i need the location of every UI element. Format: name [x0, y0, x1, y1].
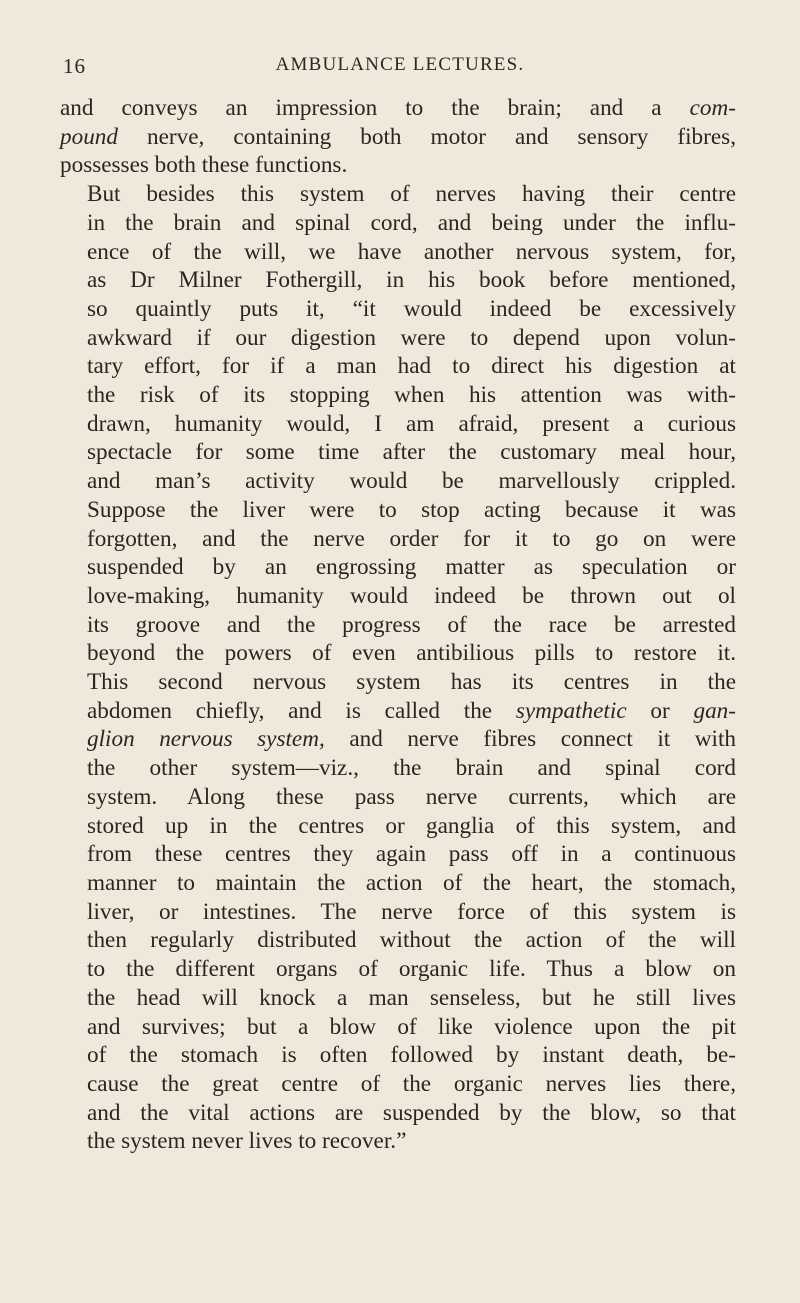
text-line: Suppose the liver were to stop acting because it was — [87, 496, 736, 523]
text-line: the head will knock a man senseless, but he still lives — [87, 984, 736, 1011]
text-line: ence of the will, we have another nervous system, for, — [87, 238, 736, 265]
text-line: But besides this system of nerves having their centre — [87, 181, 736, 208]
text-line: to the different organs of organic life. Thus a blow on — [87, 956, 736, 983]
text-line: in the brain and spinal cord, and being under the influ- — [87, 209, 736, 236]
text-line: from these centres they again pass off in a continuous — [87, 841, 736, 868]
text-line: and survives; but a blow of like violence upon the pit — [87, 1013, 736, 1040]
paragraph-1 — [60, 94, 736, 180]
text-line: stored up in the centres or ganglia of this system, and — [87, 812, 736, 839]
text-line: so quaintly puts it, “it would indeed be excessively — [87, 295, 736, 322]
text-line: suspended by an engrossing matter as speculation or — [87, 554, 736, 581]
italic-term: gan- — [693, 697, 736, 724]
text-line — [60, 94, 736, 123]
text-line: forgotten, and the nerve order for it to go on were — [87, 525, 736, 552]
text-line: drawn, humanity would, I am afraid, present a curious — [87, 410, 736, 437]
text-line: the other system—viz., the brain and spinal cord — [87, 755, 736, 782]
italic-term: pound — [60, 123, 118, 150]
text-line: and the vital actions are suspended by the blow, so that — [87, 1099, 736, 1126]
text-line: system. Along these pass nerve currents, which are — [87, 783, 736, 810]
text-line: and man’s activity would be marvellously crippled. — [87, 468, 736, 495]
running-title: AMBULANCE LECTURES. — [275, 54, 525, 75]
text-line: possesses both these functions. — [60, 152, 348, 179]
text-line: manner to maintain the action of the heart, the stomach, — [87, 869, 736, 896]
text-line: liver, or intestines. The nerve force of this system is — [87, 898, 736, 925]
text-line: the system never lives to recover.” — [87, 1128, 407, 1155]
text-line — [60, 725, 736, 754]
text-line: the risk of its stopping when his attention was with- — [87, 382, 736, 409]
body-text — [60, 94, 736, 1156]
italic-term: com- — [689, 95, 736, 121]
text-line: tary effort, for if a man had to direct his digestion at — [87, 353, 736, 380]
text-run: and conveys an impression to the brain; and a — [60, 95, 690, 121]
text-line — [60, 123, 736, 152]
text-line: This second nervous system has its centres in the — [87, 669, 736, 696]
text-line: as Dr Milner Fothergill, in his book before mentioned, — [87, 267, 736, 294]
text-line: its groove and the progress of the race be arrested — [87, 611, 736, 638]
text-line: awkward if our digestion were to depend upon volun- — [87, 324, 736, 351]
text-line — [60, 697, 736, 726]
italic-term: sympathetic — [515, 697, 627, 724]
paragraph-2 — [60, 180, 736, 1156]
text-line: of the stomach is often followed by instant death, be- — [87, 1042, 736, 1069]
text-line: then regularly distributed without the action of the will — [87, 927, 736, 954]
text-line: spectacle for some time after the customary meal hour, — [87, 439, 736, 466]
running-head — [60, 54, 740, 82]
text-line: beyond the powers of even antibilious pills to restore it. — [87, 640, 736, 667]
text-run: nerve, containing both motor and sensory fibres, — [117, 123, 736, 150]
text-run: or — [626, 697, 694, 724]
page-number: 16 — [63, 54, 86, 78]
text-run: and nerve fibres connect it with — [324, 726, 736, 753]
text-line: cause the great centre of the organic nerves lies there, — [87, 1070, 736, 1097]
text-line: love-making, humanity would indeed be thrown out ol — [87, 582, 736, 609]
italic-term: glion nervous system, — [87, 726, 325, 753]
text-run: abdomen chiefly, and is called the — [87, 697, 516, 724]
